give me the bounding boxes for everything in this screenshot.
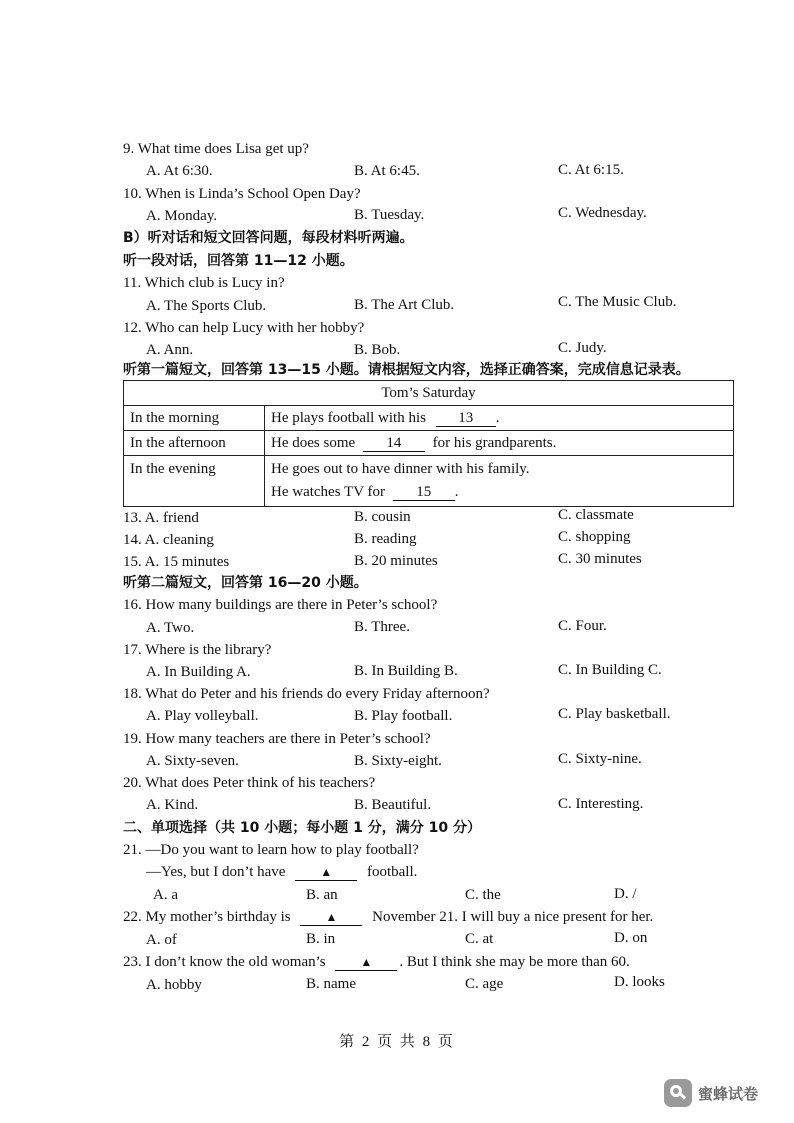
question-12-option-c: C. Judy. [558, 340, 607, 356]
question-9-option-b: B. At 6:45. [354, 163, 420, 179]
question-18-option-a: A. Play volleyball. [146, 708, 259, 724]
question-12-stem: 12. Who can help Lucy with her hobby? [123, 320, 365, 336]
question-text: —Yes, but I don’t have [146, 864, 286, 880]
question-17-option-a: A. In Building A. [146, 664, 251, 680]
page-footer: 第 2 页 共 8 页 [339, 1034, 455, 1050]
question-11-stem: 11. Which club is Lucy in? [123, 275, 285, 291]
question-13-option-c: C. classmate [558, 507, 634, 523]
question-10-option-a: A. Monday. [146, 208, 218, 224]
row-text: . [454, 484, 459, 500]
question-22-line [123, 907, 653, 927]
row-content-afternoon [265, 431, 734, 456]
question-11-option-b: B. The Art Club. [354, 297, 455, 313]
blank-14: 14 [363, 435, 425, 452]
table-title: Tom’s Saturday [124, 381, 734, 406]
answer-blank: ▲ [300, 909, 362, 926]
question-23-option-c: C. age [465, 976, 504, 992]
question-15-option-a: 15. A. 15 minutes [123, 554, 230, 570]
question-17-option-c: C. In Building C. [558, 662, 662, 678]
question-23-option-d: D. looks [614, 974, 665, 990]
question-9-stem: 9. What time does Lisa get up? [123, 141, 309, 157]
question-10-option-c: C. Wednesday. [558, 205, 647, 221]
question-15-option-c: C. 30 minutes [558, 551, 642, 567]
row-label-afternoon: In the afternoon [124, 431, 265, 456]
question-10-option-b: B. Tuesday. [354, 207, 425, 223]
blank-13: 13 [436, 410, 496, 427]
question-20-option-b: B. Beautiful. [354, 797, 432, 813]
question-text: November 21. I will buy a nice present for her. [372, 909, 654, 925]
question-21-option-d: D. / [614, 886, 637, 902]
question-19-option-b: B. Sixty-eight. [354, 753, 442, 769]
question-21-option-b: B. an [306, 887, 338, 903]
question-23-line [123, 952, 630, 972]
question-text: 23. I don’t know the old woman’s [123, 954, 326, 970]
section-2-heading: 二、单项选择（共 10 小题；每小题 1 分，满分 10 分） [123, 820, 481, 836]
question-18-option-c: C. Play basketball. [558, 706, 671, 722]
question-14-option-c: C. shopping [558, 529, 631, 545]
question-21-option-a: A. a [153, 887, 178, 903]
question-21-option-c: C. the [465, 887, 501, 903]
row-label-morning: In the morning [124, 406, 265, 431]
row-text: for his grandparents. [432, 435, 557, 451]
question-16-option-a: A. Two. [146, 620, 195, 636]
row-text: He plays football with his [271, 410, 426, 426]
question-13-option-b: B. cousin [354, 509, 411, 525]
question-10-stem: 10. When is Linda’s School Open Day? [123, 186, 361, 202]
table-row-afternoon [124, 431, 734, 456]
search-logo-icon [664, 1079, 692, 1107]
question-22-option-b: B. in [306, 931, 336, 947]
passage-1-intro: 听第一篇短文，回答第 13—15 小题。请根据短文内容，选择正确答案，完成信息记录表。 [123, 362, 690, 378]
question-21-line-1: 21. —Do you want to learn how to play football? [123, 842, 419, 858]
section-b-heading: B）听对话和短文回答问题，每段材料听两遍。 [123, 230, 414, 246]
watermark-text: 蜜蜂试卷 [698, 1084, 759, 1103]
row-content-evening [265, 456, 734, 507]
question-16-option-b: B. Three. [354, 619, 410, 635]
dialogue-intro: 听一段对话，回答第 11—12 小题。 [123, 253, 354, 269]
row-text: He watches TV for [271, 484, 385, 500]
question-23-option-b: B. name [306, 976, 356, 992]
question-12-option-a: A. Ann. [146, 342, 194, 358]
row-label-evening: In the evening [124, 456, 265, 507]
question-12-option-b: B. Bob. [354, 342, 401, 358]
question-16-stem: 16. How many buildings are there in Peter’s school? [123, 597, 438, 613]
question-11-option-c: C. The Music Club. [558, 294, 677, 310]
question-18-stem: 18. What do Peter and his friends do every Friday afternoon? [123, 686, 490, 702]
question-text: 22. My mother’s birthday is [123, 909, 291, 925]
question-11-option-a: A. The Sports Club. [146, 298, 267, 314]
question-17-stem: 17. Where is the library? [123, 642, 272, 658]
row-text: He goes out to have dinner with his family. [271, 461, 530, 477]
question-20-option-a: A. Kind. [146, 797, 199, 813]
question-16-option-c: C. Four. [558, 618, 607, 634]
question-15-option-b: B. 20 minutes [354, 553, 438, 569]
question-17-option-b: B. In Building B. [354, 663, 458, 679]
blank-15: 15 [393, 484, 455, 501]
question-19-stem: 19. How many teachers are there in Peter’s school? [123, 731, 431, 747]
question-18-option-b: B. Play football. [354, 708, 453, 724]
question-20-option-c: C. Interesting. [558, 796, 644, 812]
answer-blank: ▲ [295, 864, 357, 881]
question-21-line-2 [146, 862, 417, 882]
answer-blank: ▲ [335, 954, 397, 971]
row-content-morning [265, 406, 734, 431]
passage-2-intro: 听第二篇短文，回答第 16—20 小题。 [123, 575, 368, 591]
question-22-option-d: D. on [614, 930, 648, 946]
question-13-option-a: 13. A. friend [123, 510, 199, 526]
table-row-morning [124, 406, 734, 431]
question-19-option-c: C. Sixty-nine. [558, 751, 642, 767]
question-text: . But I think she may be more than 60. [399, 954, 630, 970]
question-14-option-b: B. reading [354, 531, 417, 547]
question-22-option-c: C. at [465, 931, 494, 947]
question-19-option-a: A. Sixty-seven. [146, 753, 239, 769]
question-9-option-c: C. At 6:15. [558, 162, 624, 178]
info-record-table [123, 380, 734, 507]
table-row-evening [124, 456, 734, 507]
question-22-option-a: A. of [146, 932, 177, 948]
watermark [664, 1079, 758, 1107]
question-20-stem: 20. What does Peter think of his teachers? [123, 775, 376, 791]
row-text: . [495, 410, 500, 426]
row-text: He does some [271, 435, 356, 451]
question-9-option-a: A. At 6:30. [146, 163, 213, 179]
question-14-option-a: 14. A. cleaning [123, 532, 214, 548]
question-23-option-a: A. hobby [146, 977, 202, 993]
question-text: football. [366, 864, 418, 880]
